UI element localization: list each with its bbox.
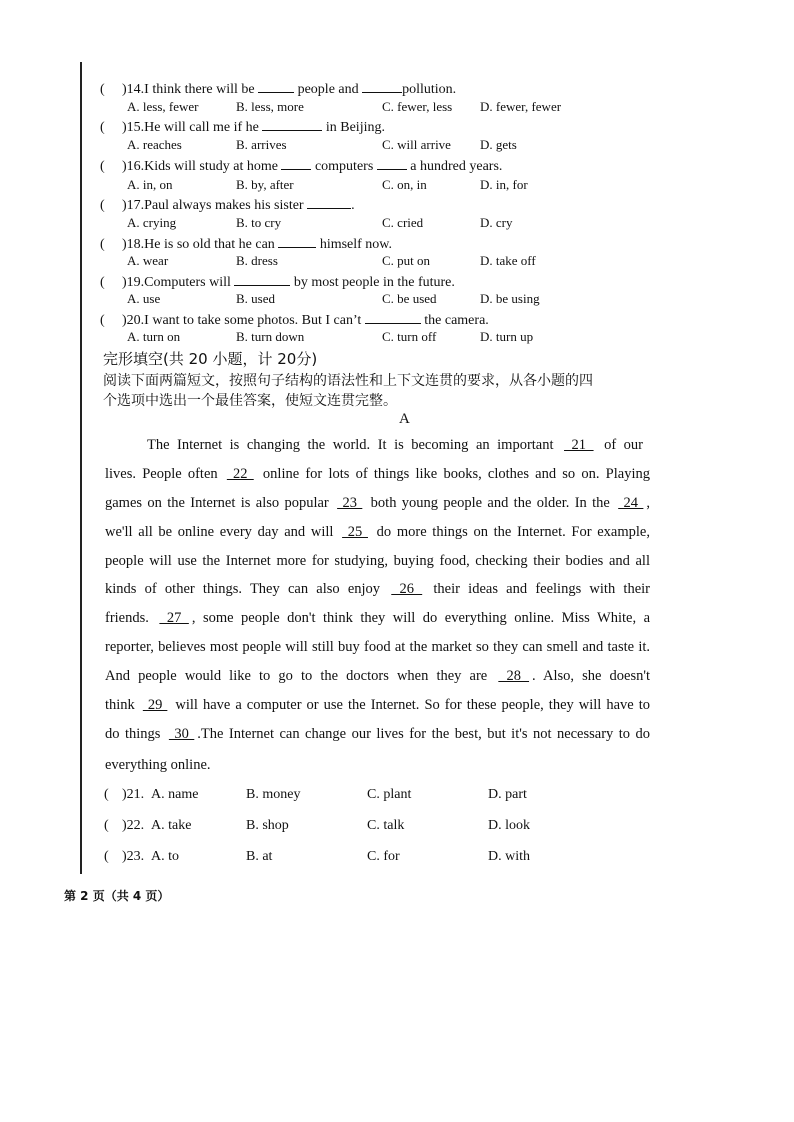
passage-line bbox=[105, 726, 650, 743]
section-instruction-line-1: 阅读下面两篇短文，按照句子结构的语法性和上下文连贯的要求，从各小题的四 bbox=[103, 373, 593, 389]
passage-text: think bbox=[105, 697, 140, 713]
question-text: I want to take some photos. But I can’t bbox=[144, 313, 365, 328]
answer-option: B. at bbox=[246, 849, 273, 864]
answer-option: B. turn down bbox=[236, 329, 305, 344]
answer-blank bbox=[307, 196, 351, 209]
question-text: people and bbox=[294, 82, 363, 97]
answer-paren[interactable]: ( bbox=[100, 198, 105, 213]
question-text: computers bbox=[311, 159, 377, 174]
passage-text: The Internet is changing the world. It is becoming an important bbox=[147, 437, 562, 453]
answer-option: A. name bbox=[151, 787, 199, 802]
question-stem bbox=[100, 235, 392, 253]
question-stem bbox=[100, 80, 456, 98]
question-text: He will call me if he bbox=[144, 120, 263, 135]
passage-text: reporter, believes most people will still buy food at the market so they can smell and taste it. bbox=[105, 639, 650, 655]
cloze-blank: 21 bbox=[564, 437, 594, 453]
answer-option: D. look bbox=[488, 818, 530, 833]
question-stem bbox=[100, 196, 355, 214]
question-text: Computers will bbox=[144, 275, 235, 290]
passage-text: And people would like to go to the doctors when they are bbox=[105, 668, 496, 684]
section-title: 完形填空(共 20 小题，计 20分) bbox=[103, 350, 318, 368]
answer-option: D. cry bbox=[480, 215, 513, 230]
passage-text: their ideas and feelings with their bbox=[425, 581, 650, 597]
passage-line bbox=[105, 639, 650, 656]
passage-line bbox=[105, 495, 650, 512]
question-stem bbox=[100, 273, 455, 291]
answer-option: C. on, in bbox=[382, 177, 427, 192]
question-stem bbox=[100, 311, 489, 329]
question-text: pollution. bbox=[402, 82, 457, 97]
cloze-blank: 24 bbox=[618, 495, 644, 511]
answer-blank bbox=[377, 157, 407, 170]
passage-text: , some people don't think they will do everything online. Miss White, a bbox=[191, 610, 651, 626]
passage-text: , bbox=[646, 495, 651, 511]
passage-text: .The Internet can change our lives for the best, but it's not necessary to do bbox=[197, 726, 650, 742]
question-text: in Beijing. bbox=[322, 120, 385, 135]
answer-paren[interactable]: ( bbox=[100, 313, 105, 328]
cloze-blank: 22 bbox=[226, 466, 254, 482]
passage-text: . Also, she doesn't bbox=[532, 668, 650, 684]
answer-option: C. turn off bbox=[382, 329, 437, 344]
answer-blank bbox=[278, 235, 316, 248]
passage-line bbox=[105, 581, 650, 598]
answer-option: A. wear bbox=[127, 253, 169, 268]
passage-text: of our bbox=[596, 437, 643, 453]
passage-text: do things bbox=[105, 726, 166, 742]
answer-option: B. by, after bbox=[236, 177, 294, 192]
passage-text: people will use the Internet more for studying, buying food, checking their bodies and all bbox=[105, 553, 650, 569]
question-number: )22. bbox=[122, 818, 145, 833]
passage-text: lives. People often bbox=[105, 466, 224, 482]
section-instruction-line-2: 个选项中选出一个最佳答案，使短文连贯完整。 bbox=[103, 393, 397, 409]
answer-option: D. in, for bbox=[480, 177, 528, 192]
question-text: a hundred years. bbox=[406, 159, 503, 174]
answer-option: B. money bbox=[246, 787, 301, 802]
question-number: )15. bbox=[122, 120, 145, 135]
cloze-blank: 27 bbox=[159, 610, 189, 626]
passage-text: will have a computer or use the Internet. So for these people, they will have to bbox=[170, 697, 650, 713]
passage-line bbox=[147, 437, 643, 454]
answer-blank bbox=[234, 273, 290, 286]
cloze-blank: 30 bbox=[168, 726, 195, 742]
answer-blank bbox=[262, 118, 322, 131]
passage-text: do more things on the Internet. For example, bbox=[370, 524, 650, 540]
passage-text: everything online. bbox=[105, 757, 211, 773]
margin-line bbox=[80, 62, 82, 874]
question-number: )16. bbox=[122, 159, 145, 174]
answer-option: A. use bbox=[127, 291, 161, 306]
answer-option: D. gets bbox=[480, 137, 517, 152]
question-number: )23. bbox=[122, 849, 145, 864]
answer-option: B. arrives bbox=[236, 137, 287, 152]
answer-option: D. be using bbox=[480, 291, 540, 306]
passage-label: A bbox=[399, 411, 410, 427]
answer-paren[interactable]: ( bbox=[104, 818, 109, 833]
answer-option: A. take bbox=[151, 818, 192, 833]
answer-option: C. talk bbox=[367, 818, 405, 833]
answer-blank bbox=[365, 311, 421, 324]
cloze-blank: 25 bbox=[342, 524, 368, 540]
question-text: . bbox=[351, 198, 355, 213]
question-stem bbox=[100, 157, 502, 175]
answer-option: C. put on bbox=[382, 253, 431, 268]
question-text: I think there will be bbox=[144, 82, 259, 97]
question-number: )19. bbox=[122, 275, 145, 290]
answer-option: A. in, on bbox=[127, 177, 173, 192]
passage-line bbox=[105, 757, 650, 774]
question-text: He is so old that he can bbox=[144, 237, 279, 252]
answer-option: A. turn on bbox=[127, 329, 181, 344]
answer-option: D. part bbox=[488, 787, 527, 802]
passage-text: both young people and the older. In the bbox=[365, 495, 616, 511]
answer-option: D. turn up bbox=[480, 329, 534, 344]
cloze-blank: 29 bbox=[142, 697, 168, 713]
question-number: )18. bbox=[122, 237, 145, 252]
answer-option: C. will arrive bbox=[382, 137, 451, 152]
answer-option: B. to cry bbox=[236, 215, 282, 230]
question-number: )21. bbox=[122, 787, 145, 802]
passage-text: online for lots of things like books, clothes and so on. Playing bbox=[256, 466, 650, 482]
passage-line bbox=[105, 553, 650, 570]
answer-option: A. less, fewer bbox=[127, 99, 199, 114]
answer-option: A. reaches bbox=[127, 137, 182, 152]
page-footer: 第 2 页（共 4 页） bbox=[64, 889, 170, 903]
answer-blank bbox=[362, 80, 402, 93]
cloze-blank: 26 bbox=[391, 581, 423, 597]
answer-option: B. used bbox=[236, 291, 275, 306]
passage-line bbox=[105, 668, 650, 685]
answer-option: B. less, more bbox=[236, 99, 304, 114]
cloze-blank: 28 bbox=[498, 668, 530, 684]
answer-option: B. shop bbox=[246, 818, 289, 833]
question-text: Kids will study at home bbox=[144, 159, 282, 174]
passage-line bbox=[105, 466, 650, 483]
passage-text: kinds of other things. They can also enjoy bbox=[105, 581, 389, 597]
question-text: the camera. bbox=[420, 313, 489, 328]
answer-option: D. take off bbox=[480, 253, 536, 268]
question-number: )17. bbox=[122, 198, 145, 213]
answer-option: D. with bbox=[488, 849, 530, 864]
question-number: )20. bbox=[122, 313, 145, 328]
cloze-blank: 23 bbox=[337, 495, 363, 511]
question-stem bbox=[100, 118, 385, 136]
question-text: Paul always makes his sister bbox=[144, 198, 308, 213]
question-number: )14. bbox=[122, 82, 145, 97]
answer-blank bbox=[258, 80, 294, 93]
answer-option: C. plant bbox=[367, 787, 412, 802]
answer-option: A. to bbox=[151, 849, 179, 864]
answer-option: C. be used bbox=[382, 291, 437, 306]
passage-text: games on the Internet is also popular bbox=[105, 495, 335, 511]
answer-option: A. crying bbox=[127, 215, 177, 230]
answer-option: D. fewer, fewer bbox=[480, 99, 562, 114]
passage-line bbox=[105, 697, 650, 714]
answer-blank bbox=[281, 157, 311, 170]
answer-option: C. cried bbox=[382, 215, 424, 230]
passage-text: friends. bbox=[105, 610, 157, 626]
answer-paren[interactable]: ( bbox=[104, 787, 109, 802]
answer-paren[interactable]: ( bbox=[100, 159, 105, 174]
answer-paren[interactable]: ( bbox=[100, 275, 105, 290]
question-text: himself now. bbox=[316, 237, 393, 252]
passage-line bbox=[105, 524, 650, 541]
answer-paren[interactable]: ( bbox=[100, 82, 105, 97]
answer-paren[interactable]: ( bbox=[104, 849, 109, 864]
passage-text: we'll all be online every day and will bbox=[105, 524, 340, 540]
answer-option: C. fewer, less bbox=[382, 99, 453, 114]
answer-option: B. dress bbox=[236, 253, 278, 268]
answer-paren[interactable]: ( bbox=[100, 237, 105, 252]
passage-line bbox=[105, 610, 650, 627]
answer-option: C. for bbox=[367, 849, 400, 864]
question-text: by most people in the future. bbox=[290, 275, 455, 290]
answer-paren[interactable]: ( bbox=[100, 120, 105, 135]
